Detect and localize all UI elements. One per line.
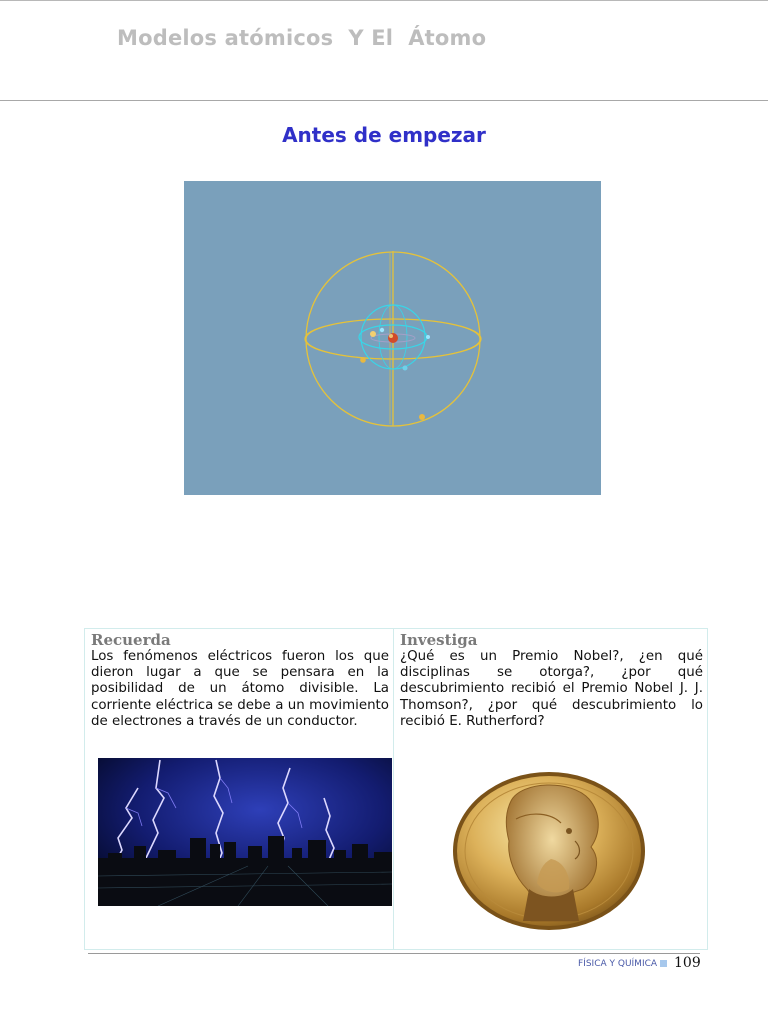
chapter-title: Modelos atómicos Y El Átomo <box>117 26 487 50</box>
top-rule <box>0 0 768 1</box>
lightning-city-image <box>98 758 392 906</box>
atom-model-icon <box>184 181 601 495</box>
footer-subject <box>578 958 667 970</box>
nobel-medal-image <box>451 771 647 931</box>
footer-divider <box>88 953 700 954</box>
remember-heading: Recuerda <box>91 631 171 649</box>
atom-model-figure <box>184 181 601 495</box>
header-divider <box>0 100 768 101</box>
remember-box <box>91 629 389 949</box>
remember-text: Los fenómenos eléctricos fueron los que dieron lugar a que se pensara en la posibilidad de un átomo divisible. La corriente eléctrica se debe a un movimiento de electrones a través de un conductor. <box>91 649 389 729</box>
section-title: Antes de empezar <box>282 123 486 147</box>
lightning-city-icon <box>98 758 392 906</box>
nobel-medal-icon <box>451 771 647 931</box>
page-number: 109 <box>674 955 701 971</box>
investigate-text: ¿Qué es un Premio Nobel?, ¿en qué disciplinas se otorga?, ¿por qué descubrimiento recibió el Premio Nobel J. J. Thomson?, ¿por qué descubrimiento lo recibió E. Rutherford? <box>400 649 703 729</box>
footer-subject-text: FÍSICA Y QUÍMICA <box>578 959 658 969</box>
activity-boxes <box>84 628 708 950</box>
square-bullet-icon <box>660 960 667 967</box>
box-divider <box>393 629 394 949</box>
investigate-heading: Investiga <box>400 631 478 649</box>
